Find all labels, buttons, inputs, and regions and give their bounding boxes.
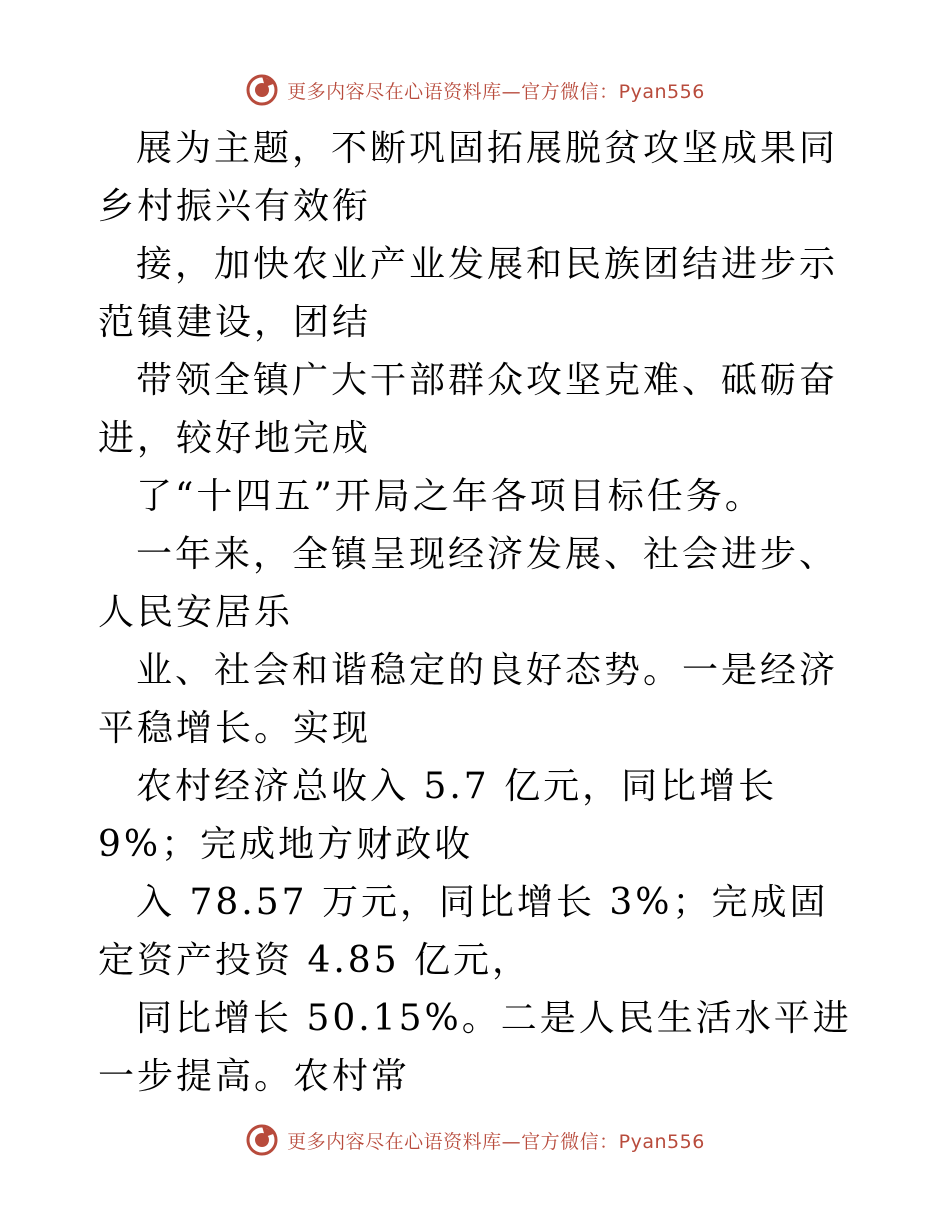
watermark-header — [0, 70, 950, 110]
paragraph-line: 一年来，全镇呈现经济发展、社会进步、人民安居乐 — [98, 534, 839, 633]
document-body — [98, 120, 858, 1106]
paragraph-line: 接，加快农业产业发展和民族团结进步示范镇建设，团结 — [98, 244, 839, 343]
paragraph-line: 同比增长 50.15%。二是人民生活水平进一步提高。农村常 — [98, 998, 852, 1097]
watermark-text: 更多内容尽在心语资料库—官方微信：Pyan556 — [287, 80, 705, 103]
paragraph-line: 了“十四五”开局之年各项目标任务。 — [136, 476, 764, 517]
paragraph-line: 农村经济总收入 5.7 亿元，同比增长 9%；完成地方财政收 — [98, 766, 778, 865]
paragraph-line: 业、社会和谐稳定的良好态势。一是经济平稳增长。实现 — [98, 650, 839, 749]
paragraph-line: 入 78.57 万元，同比增长 3%；完成固定资产投资 4.85 亿元， — [98, 882, 829, 981]
pen-seal-icon — [245, 73, 279, 107]
paragraph-line: 展为主题，不断巩固拓展脱贫攻坚成果同乡村振兴有效衔 — [98, 128, 839, 227]
watermark-text: 更多内容尽在心语资料库—官方微信：Pyan556 — [287, 1130, 705, 1153]
pen-seal-icon — [245, 1123, 279, 1157]
watermark-footer — [0, 1120, 950, 1160]
paragraph-line: 带领全镇广大干部群众攻坚克难、砥砺奋进，较好地完成 — [98, 360, 839, 459]
